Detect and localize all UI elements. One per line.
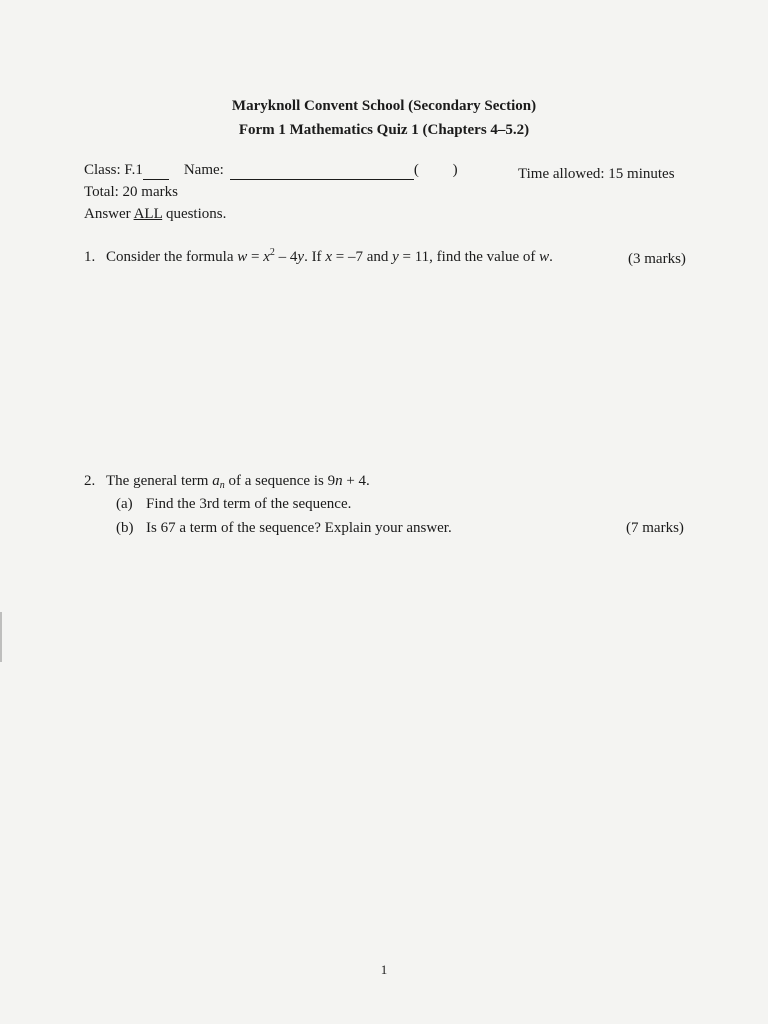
school-name: Maryknoll Convent School (Secondary Section) (231, 98, 537, 114)
scan-edge-mark (0, 612, 2, 662)
q1-text: = –7 and (331, 249, 393, 265)
var-a: a (212, 473, 220, 489)
q2-text: + 4. (342, 473, 370, 489)
question-number: 1. (84, 249, 96, 265)
question-2-marks: (7 marks) (626, 520, 684, 536)
q1-text: . (549, 249, 553, 265)
q1-text: = 11, find the value of (398, 249, 540, 265)
var-w: w (539, 249, 550, 265)
question-2a (116, 496, 351, 513)
answer-suffix: questions. (162, 206, 227, 222)
name-blank[interactable] (230, 162, 414, 180)
quiz-title: Form 1 Mathematics Quiz 1 (Chapters 4–5.2) (238, 122, 530, 138)
answer-all: ALL (133, 206, 163, 222)
part-label: (a) (116, 496, 133, 512)
question-2b (116, 520, 452, 537)
var-y: y (297, 249, 305, 265)
part-label: (b) (116, 520, 134, 536)
class-label: Class: F.1 (84, 162, 143, 178)
q2-text: of a sequence is 9 (224, 473, 336, 489)
class-blank[interactable] (143, 162, 169, 180)
page-number: 1 (380, 962, 388, 977)
var-y: y (392, 249, 399, 265)
question-1 (84, 247, 553, 266)
var-x: x (263, 249, 270, 265)
q1-text: – 4 (274, 249, 298, 265)
time-allowed: Time allowed: 15 minutes (518, 166, 675, 182)
part-text: Find the 3rd term of the sequence. (146, 496, 352, 512)
question-1-marks: (3 marks) (628, 251, 686, 267)
answer-prefix: Answer (84, 206, 134, 222)
part-text: Is 67 a term of the sequence? Explain your answer. (146, 520, 452, 536)
question-2 (84, 473, 370, 491)
paren-open: ( (413, 162, 419, 178)
exponent: 2 (269, 247, 275, 258)
question-number: 2. (84, 473, 96, 489)
total-marks: Total: 20 marks (84, 184, 178, 200)
student-number-box[interactable] (414, 162, 466, 179)
q2-text: The general term (106, 473, 213, 489)
q1-text: Consider the formula (106, 249, 238, 265)
q1-text: . If (304, 249, 326, 265)
var-w: w (237, 249, 248, 265)
var-x: x (325, 249, 332, 265)
name-label: Name: (183, 162, 224, 178)
paren-close: ) (452, 162, 458, 178)
var-n: n (335, 473, 343, 489)
q1-text: = (247, 249, 264, 265)
answer-instruction (84, 206, 226, 223)
subscript-n: n (219, 480, 225, 491)
